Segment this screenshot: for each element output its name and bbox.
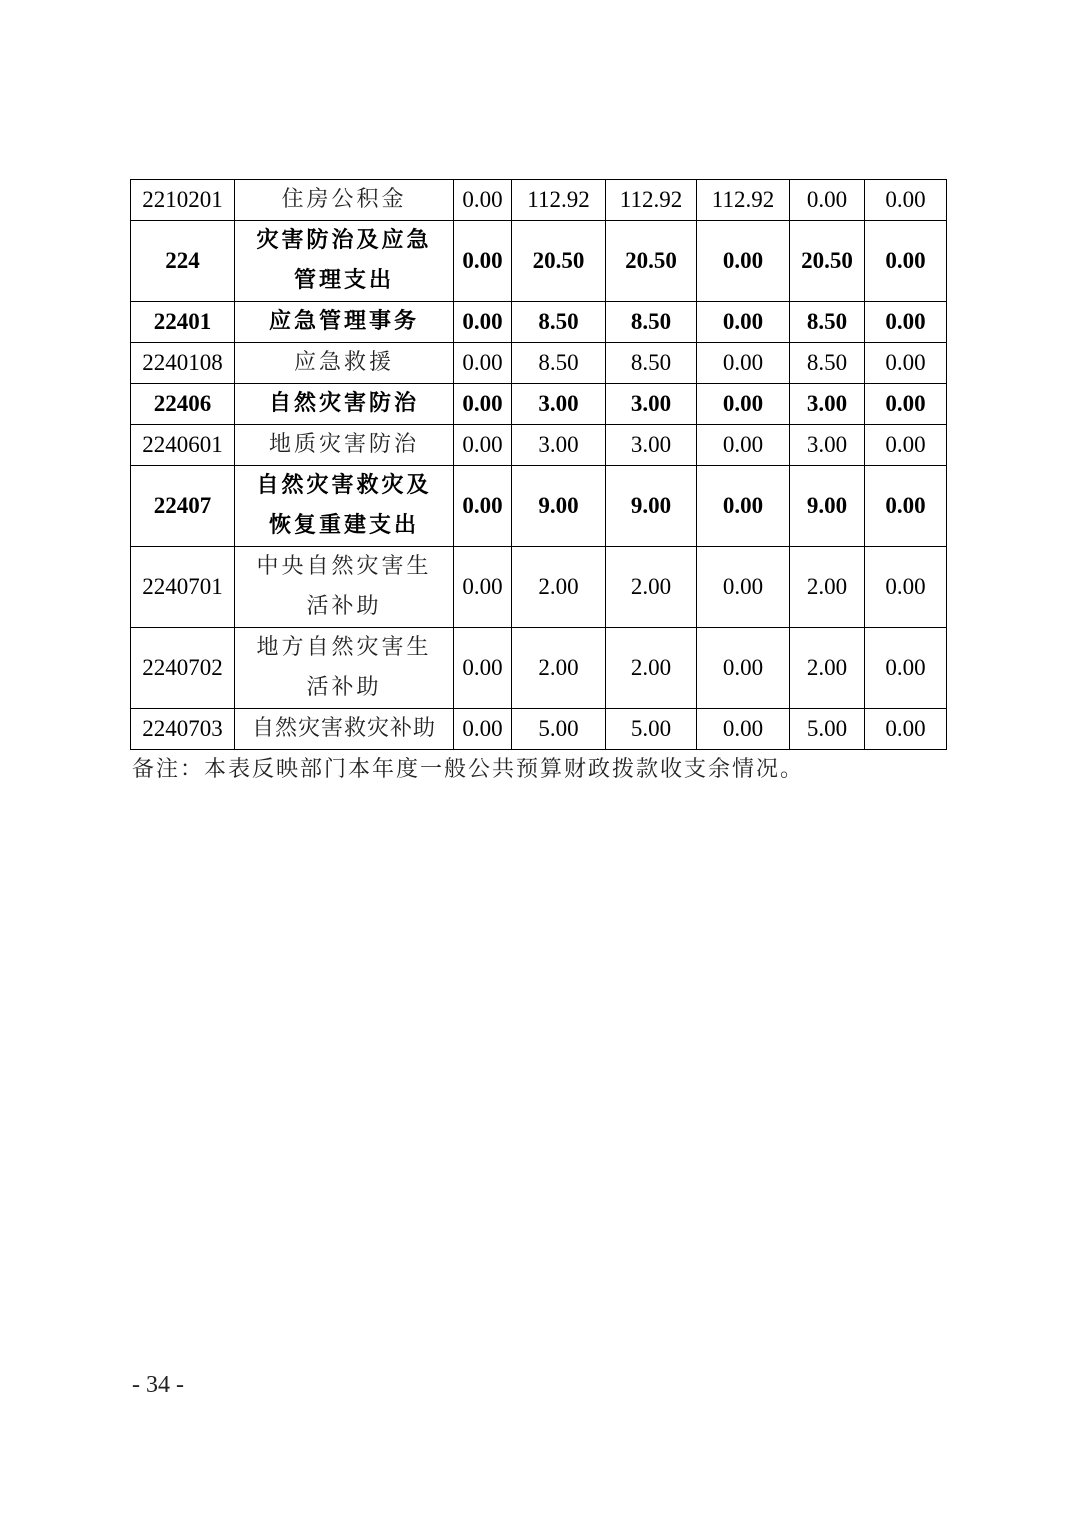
item-code: 2240703 (131, 709, 235, 750)
value-cell: 0.00 (865, 709, 947, 750)
item-code: 2240702 (131, 628, 235, 709)
table-row (131, 466, 947, 547)
value-cell: 9.00 (606, 466, 697, 547)
item-code: 22407 (131, 466, 235, 547)
value-cell: 0.00 (865, 302, 947, 343)
item-name: 地方自然灾害生活补助 (235, 628, 454, 709)
table-row (131, 343, 947, 384)
value-cell: 0.00 (454, 425, 512, 466)
item-code: 224 (131, 221, 235, 302)
item-name: 地质灾害防治 (235, 425, 454, 466)
value-cell: 0.00 (865, 466, 947, 547)
value-cell: 2.00 (790, 628, 865, 709)
table-row (131, 547, 947, 628)
item-code: 2240701 (131, 547, 235, 628)
value-cell: 2.00 (606, 628, 697, 709)
value-cell: 3.00 (790, 425, 865, 466)
value-cell: 0.00 (454, 628, 512, 709)
value-cell: 0.00 (865, 628, 947, 709)
value-cell: 9.00 (512, 466, 606, 547)
value-cell: 0.00 (454, 709, 512, 750)
value-cell: 0.00 (454, 466, 512, 547)
value-cell: 0.00 (697, 466, 790, 547)
value-cell: 0.00 (865, 221, 947, 302)
table-row (131, 180, 947, 221)
item-name: 中央自然灾害生活补助 (235, 547, 454, 628)
value-cell: 0.00 (865, 547, 947, 628)
budget-table (130, 179, 947, 750)
item-code: 2240108 (131, 343, 235, 384)
item-name: 灾害防治及应急管理支出 (235, 221, 454, 302)
value-cell: 0.00 (454, 384, 512, 425)
item-code: 22401 (131, 302, 235, 343)
value-cell: 0.00 (454, 221, 512, 302)
value-cell: 2.00 (606, 547, 697, 628)
value-cell: 0.00 (454, 343, 512, 384)
value-cell: 8.50 (606, 343, 697, 384)
value-cell: 8.50 (512, 343, 606, 384)
table-row (131, 709, 947, 750)
value-cell: 0.00 (697, 302, 790, 343)
value-cell: 0.00 (697, 343, 790, 384)
value-cell: 3.00 (790, 384, 865, 425)
value-cell: 3.00 (606, 384, 697, 425)
value-cell: 8.50 (606, 302, 697, 343)
item-name: 自然灾害防治 (235, 384, 454, 425)
item-name: 自然灾害救灾补助 (235, 709, 454, 750)
value-cell: 3.00 (512, 425, 606, 466)
value-cell: 20.50 (790, 221, 865, 302)
value-cell: 20.50 (512, 221, 606, 302)
table-row (131, 302, 947, 343)
value-cell: 0.00 (865, 180, 947, 221)
value-cell: 20.50 (606, 221, 697, 302)
value-cell: 0.00 (865, 343, 947, 384)
value-cell: 0.00 (454, 180, 512, 221)
value-cell: 8.50 (790, 343, 865, 384)
table-row (131, 425, 947, 466)
table-row (131, 221, 947, 302)
table-row (131, 628, 947, 709)
value-cell: 2.00 (790, 547, 865, 628)
value-cell: 0.00 (454, 547, 512, 628)
value-cell: 0.00 (697, 384, 790, 425)
value-cell: 0.00 (697, 221, 790, 302)
item-name: 应急救援 (235, 343, 454, 384)
value-cell: 9.00 (790, 466, 865, 547)
item-name: 住房公积金 (235, 180, 454, 221)
value-cell: 5.00 (512, 709, 606, 750)
table-note: 备注：本表反映部门本年度一般公共预算财政拨款收支余情况。 (132, 757, 805, 782)
value-cell: 0.00 (790, 180, 865, 221)
page-number: - 34 - (132, 1372, 184, 1398)
value-cell: 5.00 (606, 709, 697, 750)
value-cell: 0.00 (697, 628, 790, 709)
value-cell: 0.00 (697, 425, 790, 466)
value-cell: 0.00 (697, 547, 790, 628)
value-cell: 2.00 (512, 547, 606, 628)
value-cell: 8.50 (790, 302, 865, 343)
value-cell: 0.00 (865, 384, 947, 425)
value-cell: 0.00 (697, 709, 790, 750)
value-cell: 112.92 (606, 180, 697, 221)
item-name: 自然灾害救灾及恢复重建支出 (235, 466, 454, 547)
item-code: 2240601 (131, 425, 235, 466)
table-row (131, 384, 947, 425)
value-cell: 3.00 (512, 384, 606, 425)
value-cell: 112.92 (697, 180, 790, 221)
value-cell: 5.00 (790, 709, 865, 750)
value-cell: 112.92 (512, 180, 606, 221)
item-name: 应急管理事务 (235, 302, 454, 343)
value-cell: 3.00 (606, 425, 697, 466)
value-cell: 2.00 (512, 628, 606, 709)
value-cell: 0.00 (865, 425, 947, 466)
value-cell: 0.00 (454, 302, 512, 343)
item-code: 22406 (131, 384, 235, 425)
value-cell: 8.50 (512, 302, 606, 343)
item-code: 2210201 (131, 180, 235, 221)
